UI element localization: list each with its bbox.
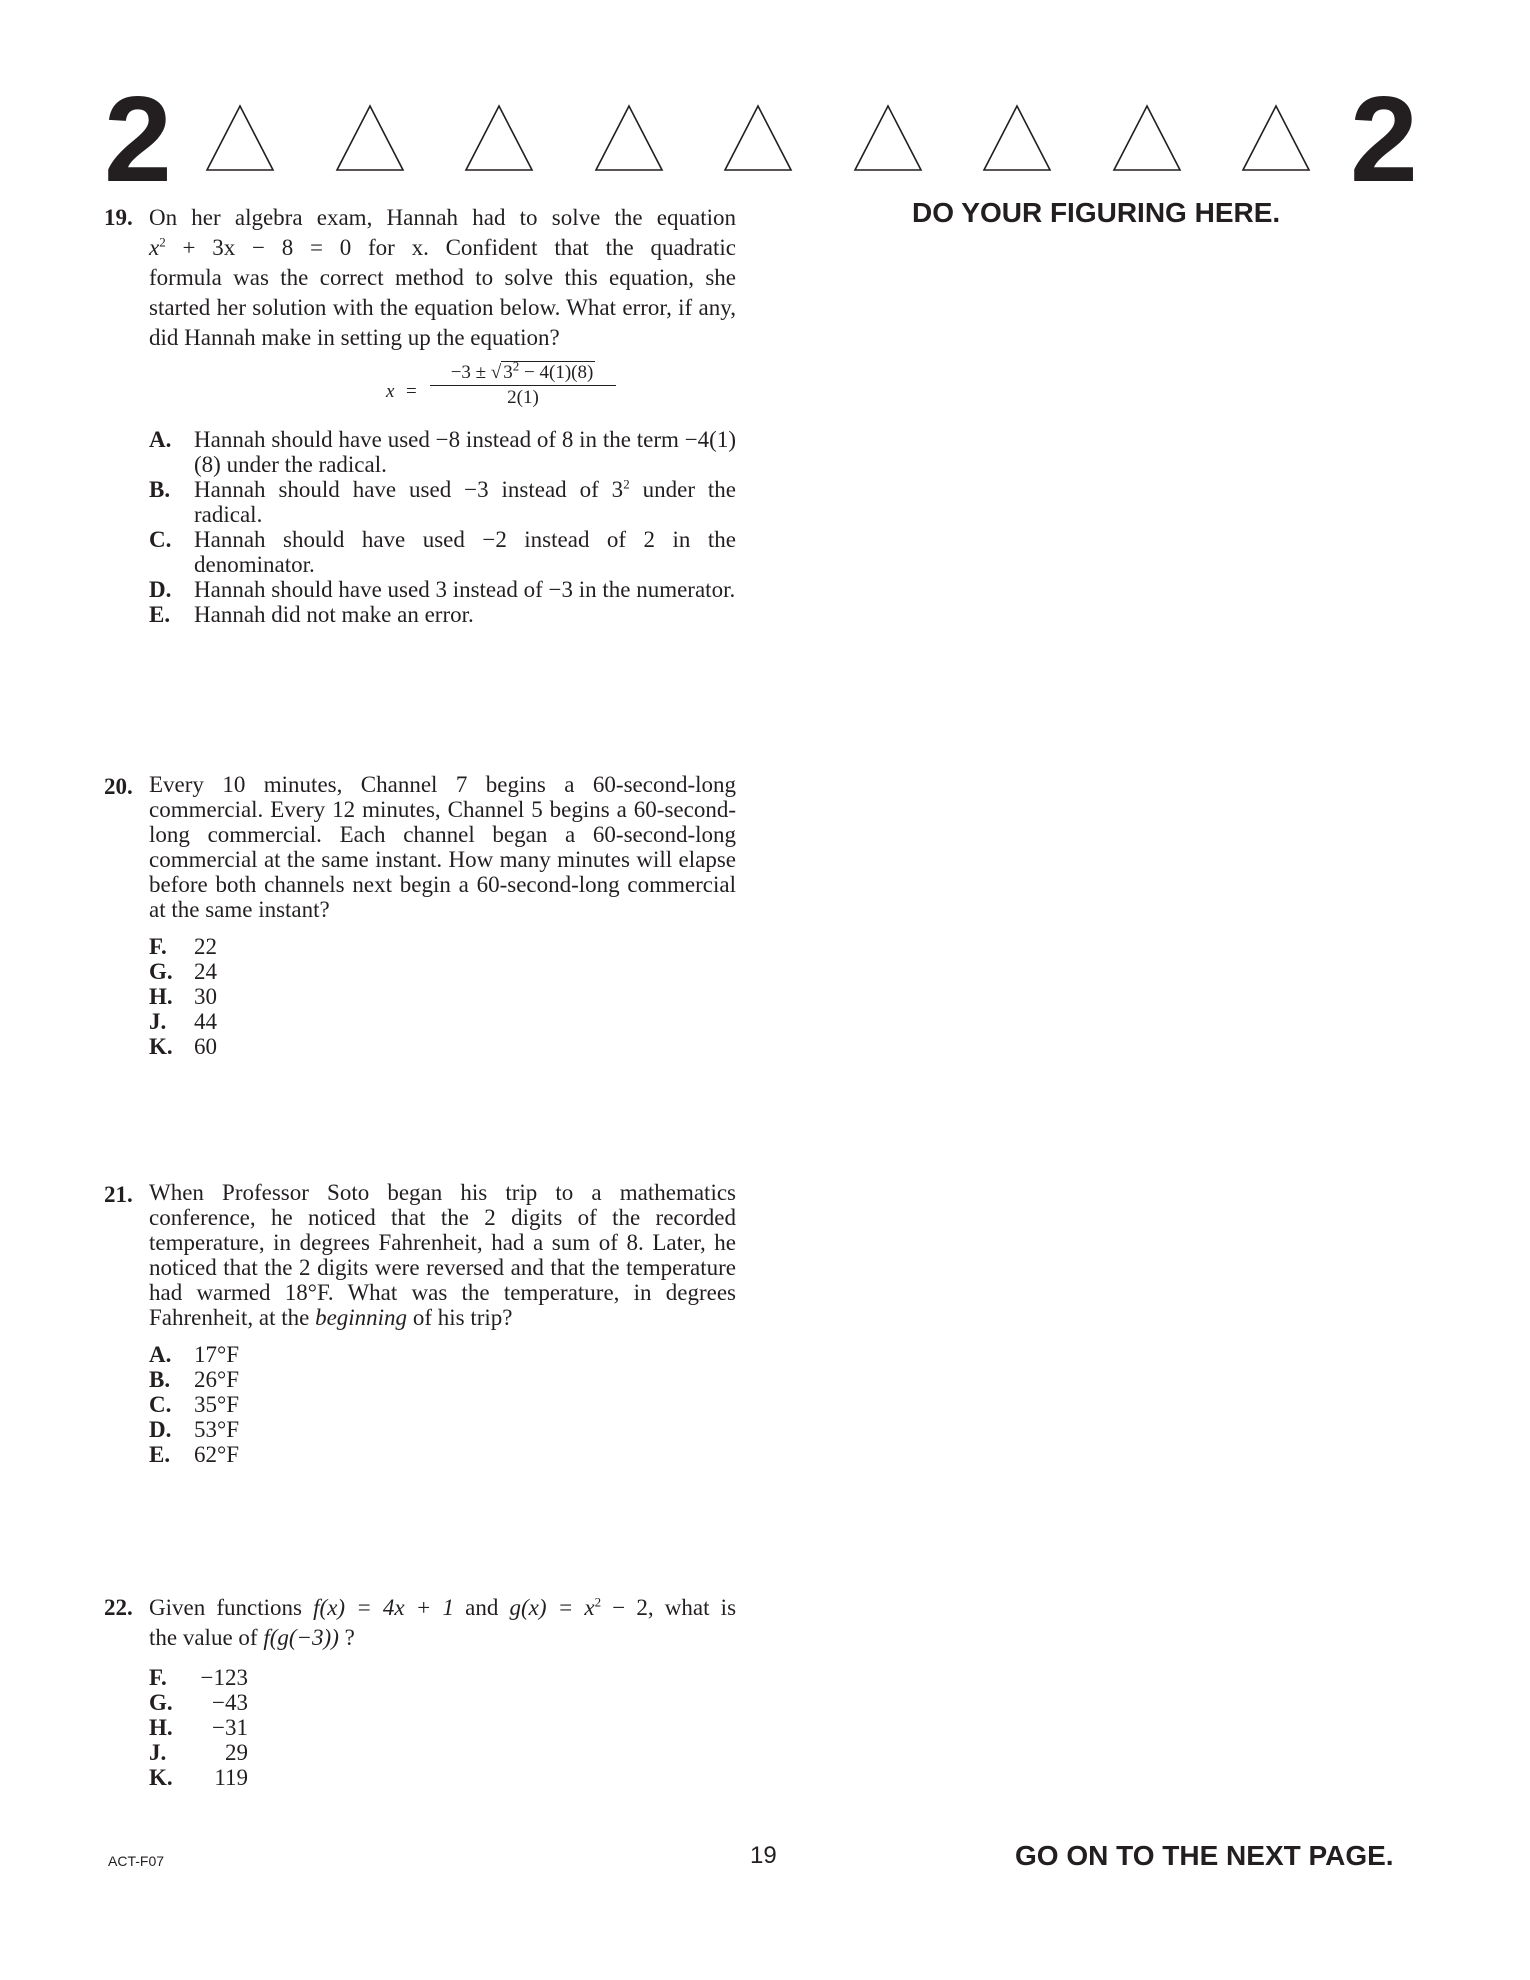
answer-choice-d[interactable] <box>149 577 736 602</box>
question-22 <box>104 1593 736 1790</box>
choice-letter: J. <box>149 1009 167 1034</box>
choice-letter: C. <box>149 1392 172 1417</box>
choice-text: 60 <box>194 1034 217 1059</box>
answer-choices <box>149 1342 736 1467</box>
stem-text: and <box>465 1595 499 1620</box>
triangle-outline-icon <box>1112 104 1182 172</box>
stem-text: When Professor Soto began his trip to a mathematics conference, he noticed that the 2 digits of the recorded temperature, in degrees Fahrenheit, had a sum of 8. Later, he noticed that the 2 digits were reversed and that the temperature had warmed 18°F. What was the temperature, in degrees Fahrenheit, at the <box>149 1180 736 1330</box>
stem-expr: + 3x − 8 = 0 <box>182 235 352 260</box>
formula-equals: = <box>406 381 417 402</box>
choice-letter: B. <box>149 1367 171 1392</box>
question-stem <box>149 772 736 922</box>
radicand-rest: − 4(1)(8) <box>524 362 594 383</box>
triangle-outline-icon <box>464 104 534 172</box>
radicand-sup: 2 <box>512 358 520 374</box>
stem-text: Every 10 minutes, Channel 7 begins a 60-second-long commercial. Every 12 minutes, Channel 5 begins a 60-second-long commercial. Each channel began a 60-second-long commercial at the same instant. How many minutes will elapse before both channels next begin a 60-second-long commercial at the same instant? <box>149 772 736 922</box>
answer-choice-h[interactable] <box>149 984 736 1009</box>
triangle-outline-icon <box>594 104 664 172</box>
stem-function-f: f(x) = 4x + 1 <box>313 1595 454 1620</box>
stem-text: − 2, what is <box>612 1595 737 1620</box>
answer-choice-c[interactable] <box>149 1392 736 1417</box>
answer-choice-c[interactable] <box>149 527 736 577</box>
stem-text: ? <box>344 1625 355 1650</box>
choice-letter: K. <box>149 1034 173 1059</box>
choice-text: Hannah should have used −8 instead of 8 in the term −4(1)(8) under the radical. <box>194 427 736 477</box>
choice-text: −31 <box>212 1715 248 1740</box>
choice-text: 35°F <box>194 1392 239 1417</box>
formula-lhs: x <box>386 381 395 402</box>
triangle-outline-icon <box>205 104 275 172</box>
choice-letter: F. <box>149 934 167 959</box>
choice-letter: H. <box>149 1715 173 1740</box>
answer-choice-k[interactable] <box>149 1034 736 1059</box>
triangle-outline-icon <box>982 104 1052 172</box>
stem-composition: f(g(−3)) <box>263 1625 339 1650</box>
choice-letter: A. <box>149 1342 172 1367</box>
choice-text: −43 <box>212 1690 248 1715</box>
choice-letter: F. <box>149 1665 167 1690</box>
radicand-base: 3 <box>503 362 513 383</box>
triangle-outline-icon <box>853 104 923 172</box>
choice-letter: B. <box>149 477 171 502</box>
answer-choices <box>149 1665 736 1790</box>
figuring-label: DO YOUR FIGURING HERE. <box>912 197 1281 228</box>
stem-function-g: g(x) = x <box>509 1595 595 1620</box>
choice-letter: G. <box>149 959 173 984</box>
answer-choice-a[interactable] <box>149 427 736 477</box>
formula-numerator <box>430 358 616 385</box>
choice-letter: K. <box>149 1765 173 1790</box>
section-number-left: 2 <box>104 71 172 207</box>
question-20 <box>104 772 736 1059</box>
triangle-row <box>205 104 1325 172</box>
formula-fraction <box>430 358 616 410</box>
question-number: 20. <box>104 774 133 799</box>
question-stem <box>149 203 736 353</box>
stem-text: of his trip? <box>412 1305 513 1330</box>
choice-letter: E. <box>149 602 171 627</box>
answer-choice-b[interactable] <box>149 1367 736 1392</box>
choice-letter: D. <box>149 1417 172 1442</box>
choice-text-post: under the radical. <box>194 477 736 527</box>
question-number: 21. <box>104 1182 133 1207</box>
choice-text: 53°F <box>194 1417 239 1442</box>
choice-text: 17°F <box>194 1342 239 1367</box>
question-21 <box>104 1180 736 1467</box>
choice-text: 26°F <box>194 1367 239 1392</box>
choice-text <box>194 477 736 527</box>
answer-choice-j[interactable] <box>149 1740 736 1765</box>
answer-choice-a[interactable] <box>149 1342 736 1367</box>
choice-text: Hannah should have used 3 instead of −3 in the numerator. <box>194 577 736 602</box>
choice-letter: G. <box>149 1690 173 1715</box>
choice-text: 44 <box>194 1009 217 1034</box>
section-number-right: 2 <box>1350 71 1418 207</box>
choice-letter: E. <box>149 1442 171 1467</box>
triangle-outline-icon <box>723 104 793 172</box>
choice-text: 62°F <box>194 1442 239 1467</box>
answer-choice-e[interactable] <box>149 1442 736 1467</box>
footer-next-page: GO ON TO THE NEXT PAGE. <box>1015 1840 1394 1871</box>
stem-text: Given functions <box>149 1595 302 1620</box>
choice-letter: J. <box>149 1740 167 1765</box>
stem-sup: 2 <box>594 1594 602 1610</box>
choice-text: Hannah did not make an error. <box>194 602 474 627</box>
answer-choice-e[interactable] <box>149 602 736 627</box>
choice-text: 30 <box>194 984 217 1009</box>
triangle-outline-icon <box>335 104 405 172</box>
formula-denominator: 2(1) <box>507 387 539 408</box>
choice-text: 29 <box>225 1740 248 1765</box>
answer-choices <box>149 427 736 627</box>
choice-text: 119 <box>214 1765 248 1790</box>
choice-text: −123 <box>200 1665 248 1690</box>
answer-choice-f[interactable] <box>149 1665 736 1690</box>
question-stem <box>149 1593 736 1653</box>
quadratic-formula <box>104 358 736 415</box>
question-number: 22. <box>104 1595 133 1620</box>
formula-num-pre: −3 ± <box>450 362 487 383</box>
stem-text: the value of <box>149 1625 258 1650</box>
formula-radicand <box>501 358 595 383</box>
footer-page-number: 19 <box>750 1842 777 1869</box>
stem-italic: beginning <box>315 1305 408 1330</box>
choice-text: 24 <box>194 959 217 984</box>
choice-text: Hannah should have used −2 instead of 2 in the denominator. <box>194 527 736 577</box>
stem-text: On her algebra exam, Hannah had to solve the equation <box>149 205 736 230</box>
answer-choices <box>149 934 736 1059</box>
question-stem <box>149 1180 736 1330</box>
answer-choice-j[interactable] <box>149 1009 736 1034</box>
choice-letter: H. <box>149 984 173 1009</box>
choice-sup: 2 <box>623 476 630 492</box>
footer-form-code: ACT-F07 <box>108 1853 165 1869</box>
answer-choice-h[interactable] <box>149 1715 736 1740</box>
choice-letter: C. <box>149 527 172 552</box>
answer-choice-f[interactable] <box>149 934 736 959</box>
answer-choice-d[interactable] <box>149 1417 736 1442</box>
choice-letter: A. <box>149 427 172 452</box>
question-19 <box>104 203 736 627</box>
choice-letter: D. <box>149 577 172 602</box>
answer-choice-b[interactable] <box>149 477 736 527</box>
choice-text-pre: Hannah should have used −3 instead of 3 <box>194 477 624 502</box>
triangle-outline-icon <box>1241 104 1311 172</box>
stem-var-x: x <box>149 235 160 260</box>
answer-choice-g[interactable] <box>149 959 736 984</box>
stem-text: formula was the correct method to solve this equation, she started her solution with the equation below. What error, if any, did Hannah make in setting up the equation? <box>149 265 736 350</box>
answer-choice-g[interactable] <box>149 1690 736 1715</box>
stem-text: for x. Confident that the quadratic <box>367 235 737 260</box>
question-number: 19. <box>104 205 133 230</box>
answer-choice-k[interactable] <box>149 1765 736 1790</box>
choice-text: 22 <box>194 934 217 959</box>
radical-icon: √ <box>490 362 502 383</box>
stem-sup: 2 <box>159 234 166 250</box>
